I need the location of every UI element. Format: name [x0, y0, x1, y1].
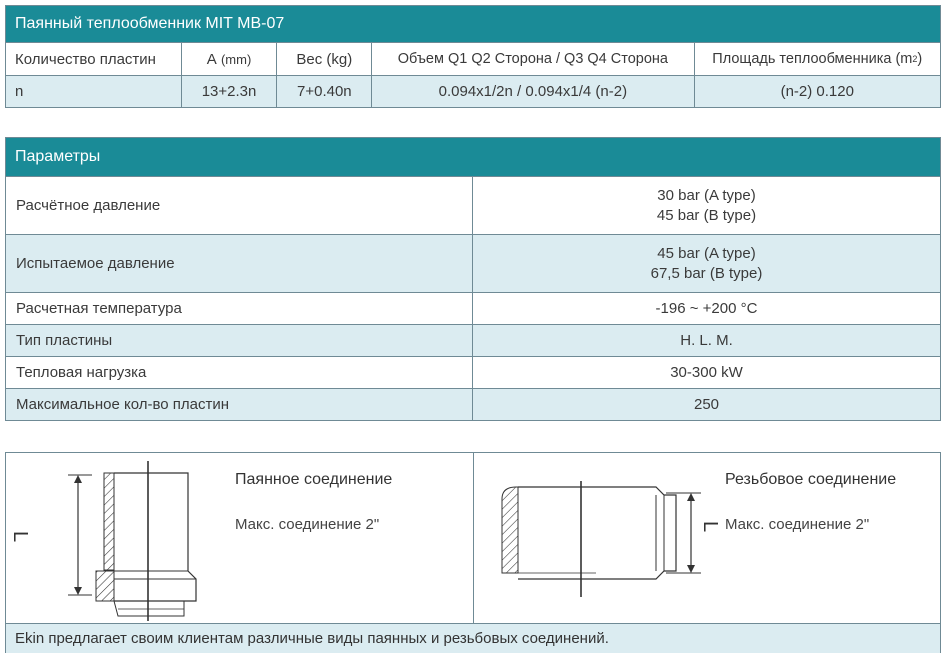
param-value: -196 ~ +200 °C	[655, 299, 758, 317]
col-a-unit: (mm)	[220, 51, 252, 67]
cell-plates-count: n	[15, 83, 24, 100]
threaded-connection-panel	[473, 453, 940, 623]
brazed-connection-drawing	[46, 461, 246, 626]
param-value-line2: 45 bar (B type)	[656, 206, 757, 224]
threaded-connection-max: Макс. соединение 2"	[725, 516, 870, 533]
col-area-unit-close: )	[917, 51, 923, 67]
param-label: Испытаемое давление	[6, 235, 473, 292]
col-area-label: Площадь теплообменника	[712, 51, 892, 67]
param-value: H. L. M.	[680, 331, 733, 349]
specs-value-row	[6, 75, 940, 107]
param-label: Расчётное давление	[6, 177, 473, 234]
threaded-connection-title: Резьбовое соединение	[725, 471, 897, 488]
cell-weight: 7+0.40n	[276, 76, 371, 107]
col-area: Площадь теплообменника (m 2 )	[694, 43, 940, 75]
cell-a: 13+2.3n	[181, 76, 277, 107]
brazed-connection-title: Паянное соединение	[235, 471, 393, 488]
param-label: Тип пластины	[6, 325, 473, 356]
table-row	[6, 234, 940, 292]
connections-footer-note: Ekin предлагает своим клиентам различные виды паянных и резьбовых соединений.	[6, 623, 940, 653]
dim-label-l-brazed: L	[9, 530, 32, 543]
col-weight-unit: (kg)	[326, 50, 353, 68]
specs-table-title: Паянный теплообменник MIT MB-07	[6, 6, 940, 42]
col-a-label: A	[206, 50, 217, 68]
col-weight	[276, 43, 371, 75]
table-row	[6, 356, 940, 388]
param-value-line1: 30 bar (A type)	[657, 186, 756, 204]
param-label: Тепловая нагрузка	[6, 357, 473, 388]
col-weight-label: Вес	[296, 50, 323, 68]
param-value	[473, 177, 940, 234]
col-area-unit: (m	[895, 51, 913, 67]
param-value	[473, 235, 940, 292]
table-row	[6, 324, 940, 356]
connections-panel	[5, 452, 941, 653]
col-a	[181, 43, 277, 75]
param-value-line1: 45 bar (A type)	[657, 244, 756, 262]
param-value: 30-300 kW	[670, 363, 743, 381]
brazed-connection-panel	[6, 453, 473, 623]
dim-label-l-threaded: L	[699, 520, 722, 533]
parameters-table-title: Параметры	[6, 138, 940, 176]
threaded-connection-drawing	[496, 481, 706, 601]
specs-table	[5, 5, 941, 108]
col-volume: Объем Q1 Q2 Сторона / Q3 Q4 Сторона	[371, 43, 693, 75]
param-label: Расчетная температура	[6, 293, 473, 324]
cell-volume: 0.094x1/2n / 0.094x1/4 (n-2)	[371, 76, 693, 107]
param-value-line2: 67,5 bar (B type)	[650, 264, 763, 282]
param-value: 250	[693, 395, 720, 413]
table-row	[6, 292, 940, 324]
table-row	[6, 176, 940, 234]
connections-diagrams	[6, 453, 940, 623]
param-label: Максимальное кол-во пластин	[6, 389, 473, 420]
col-plates-count: Количество пластин	[15, 50, 156, 68]
cell-area: (n-2) 0.120	[694, 76, 940, 107]
specs-header-row	[6, 42, 940, 75]
brazed-connection-max: Макс. соединение 2"	[235, 516, 380, 533]
parameters-table	[5, 137, 941, 421]
table-row	[6, 388, 940, 420]
